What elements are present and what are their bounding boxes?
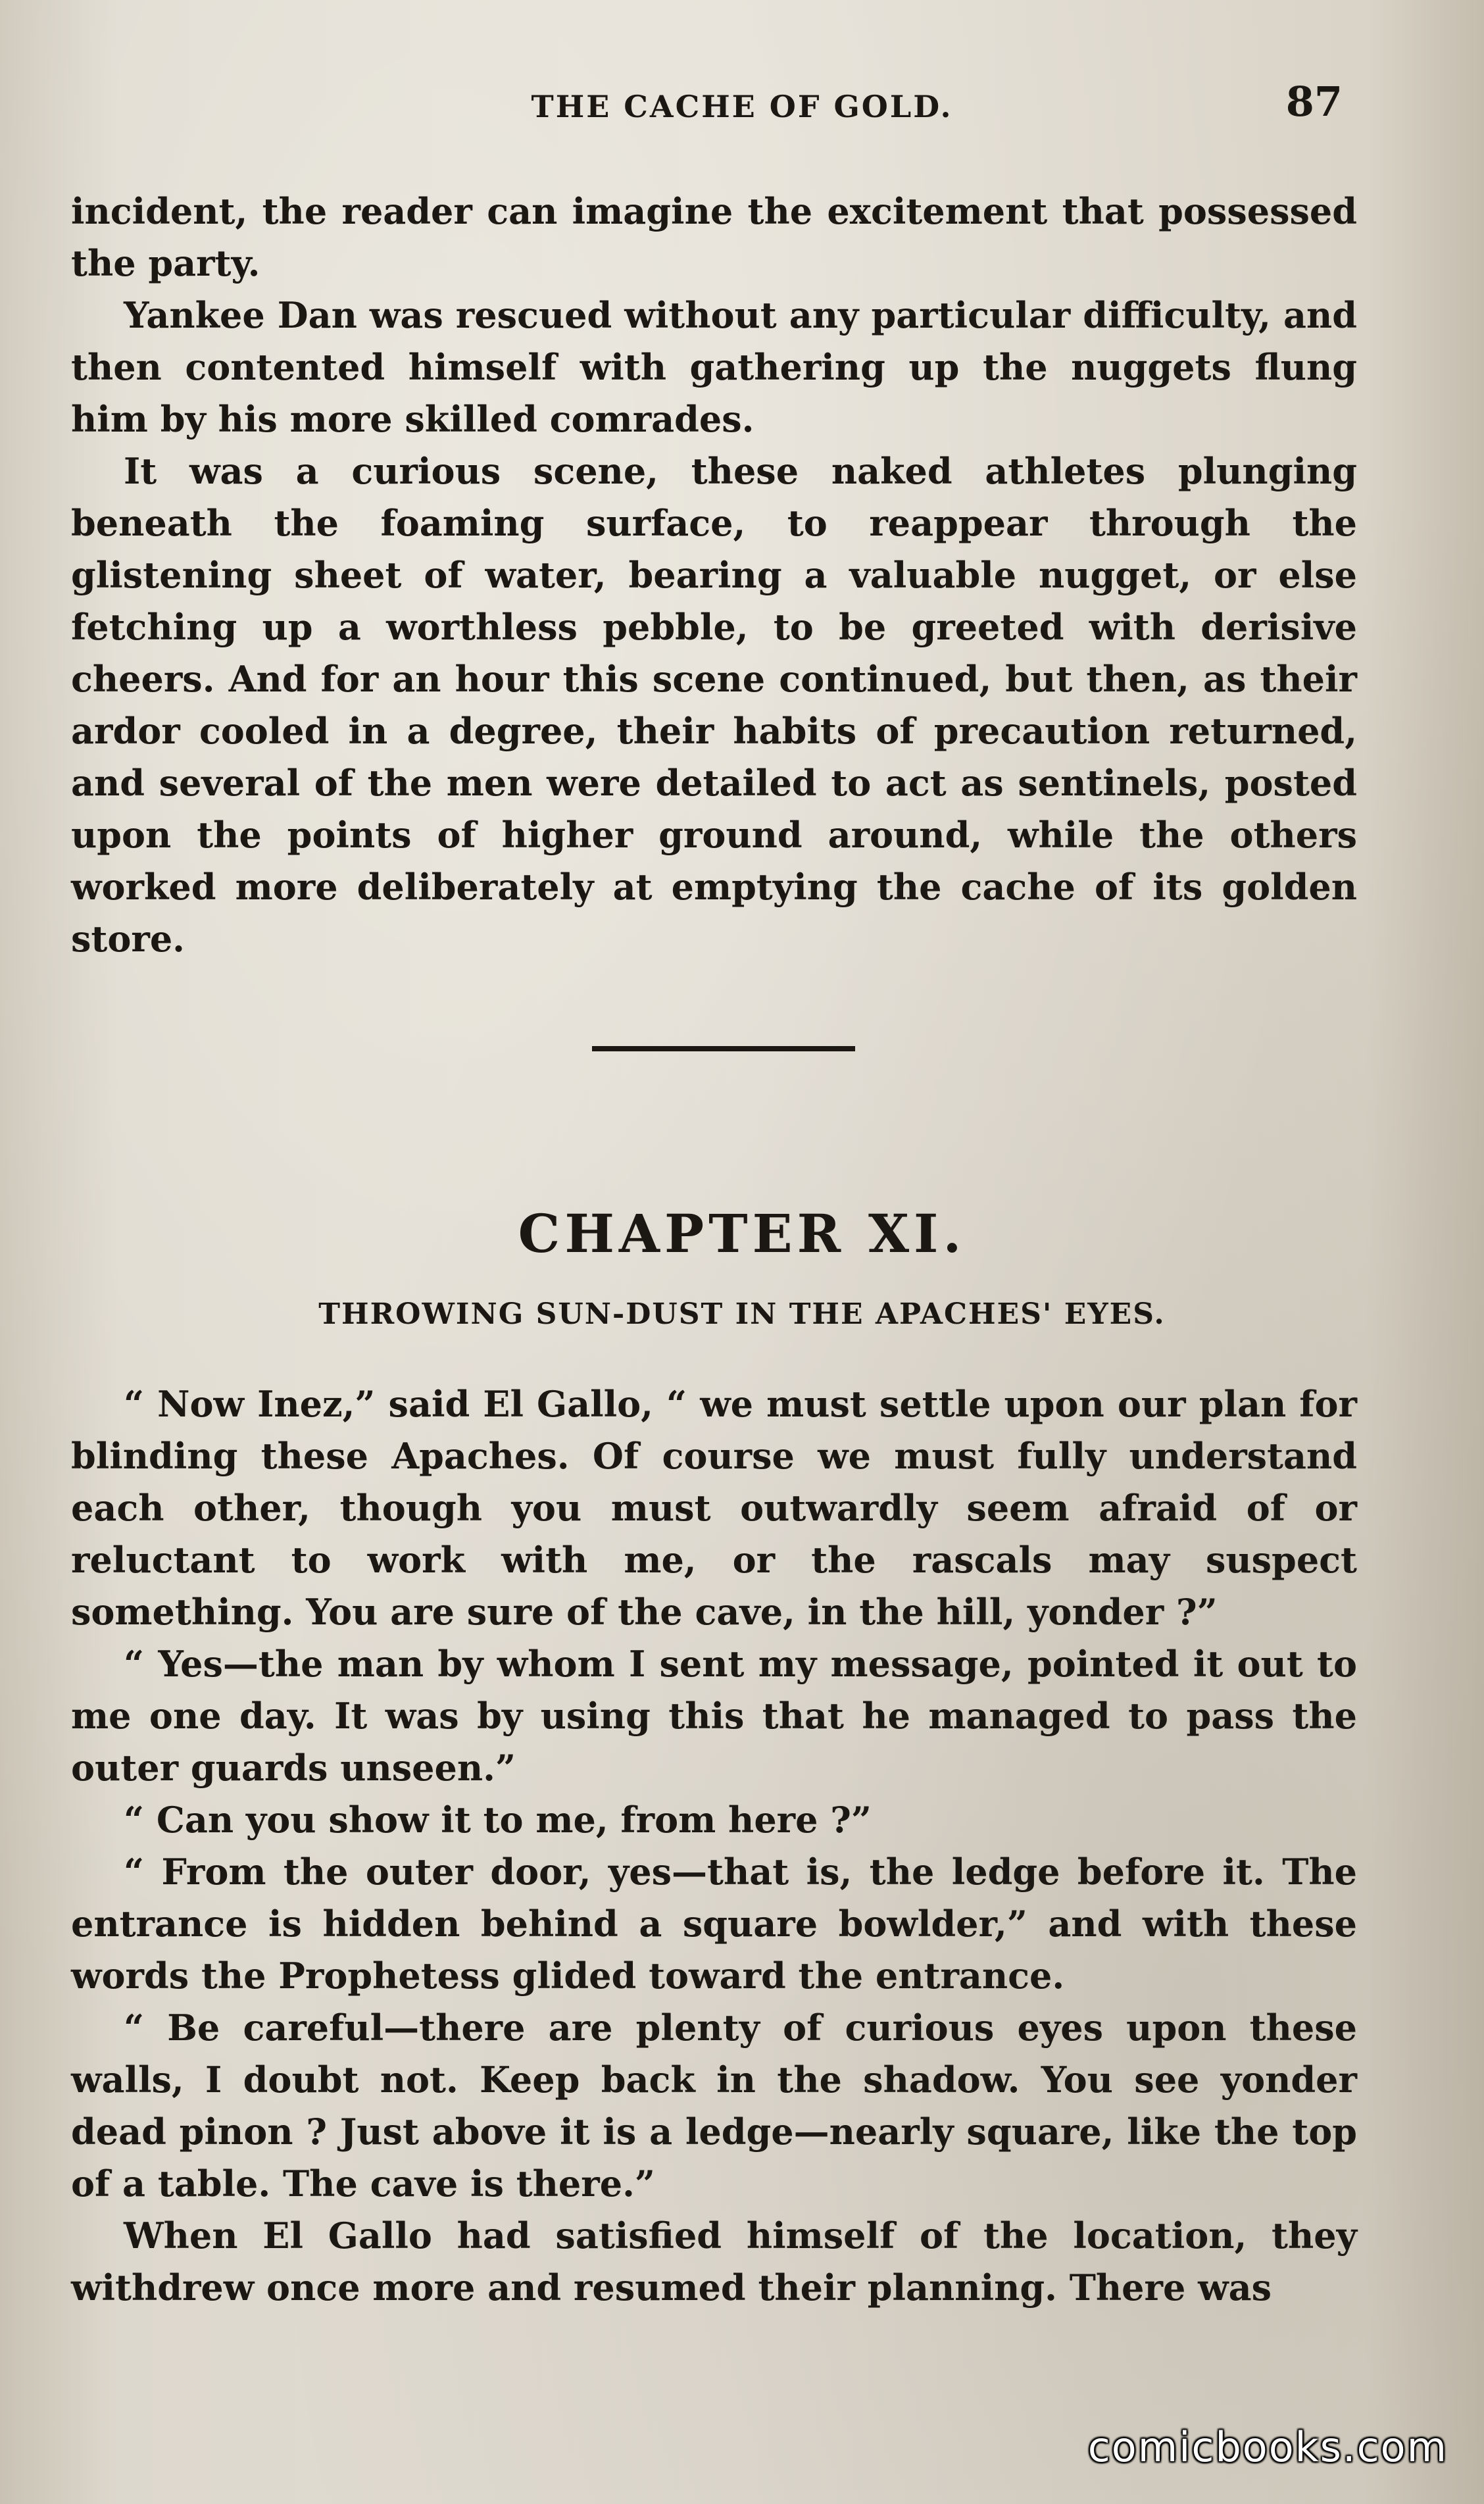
paragraph: incident, the reader can imagine the excitement that possessed the party. (71, 190, 1357, 284)
paragraph: “ From the outer door, yes—that is, the ledge before it. The entrance is hidden behind a square bowlder,” and with these words the Prophetess glided toward the entrance. (71, 1851, 1357, 1997)
paragraph: “ Can you show it to me, from here ?” (124, 1799, 872, 1841)
paragraph: It was a curious scene, these naked athletes plunging beneath the foaming surface, to reappear through the glistening sheet of water, bearing a valuable nugget, or else fetching up a worthless pebble, to be greeted with derisive cheers. And for an hour this scene continued, but then, as their ardor cooled in a degree, their habits of precaution returned, and several of the men were detailed to act as sentinels, posted upon the points of higher ground around, while the others worked more deliberately at emptying the cache of its golden store. (71, 450, 1357, 960)
paragraph: “ Yes—the man by whom I sent my message, pointed it out to me one day. It was by using this that he managed to pass the outer guards unseen.” (71, 1643, 1357, 1789)
chapter-subtitle: THROWING SUN-DUST IN THE APACHES' EYES. (318, 1297, 1166, 1331)
section-two-text (71, 1378, 1357, 2314)
section-divider (592, 1046, 855, 1051)
section-one-text (71, 186, 1357, 965)
paragraph: “ Now Inez,” said El Gallo, “ we must settle upon our plan for blinding these Apaches. Of course we must fully understand each other, though you must outwardly seem afraid of or reluctant to work with me, or the rascals may suspect something. You are sure of the cave, in the hill, yonder ?” (71, 1383, 1357, 1633)
watermark: comicbooks.com (1087, 2423, 1448, 2471)
paragraph: Yankee Dan was rescued without any particular difficulty, and then contented himself with gathering up the nuggets flung him by his more skilled comrades. (71, 294, 1357, 440)
paragraph: When El Gallo had satisfied himself of the location, they withdrew once more and resumed their planning. There was (71, 2215, 1357, 2309)
page-number: 87 (1285, 78, 1343, 126)
running-head: THE CACHE OF GOLD. (531, 89, 953, 124)
chapter-title: CHAPTER XI. (518, 1203, 966, 1265)
paragraph: “ Be careful—there are plenty of curious eyes upon these walls, I doubt not. Keep back in the shadow. You see yonder dead pinon ? Just above it is a ledge—nearly square, like the top of a table. The cave is there.” (71, 2007, 1357, 2205)
